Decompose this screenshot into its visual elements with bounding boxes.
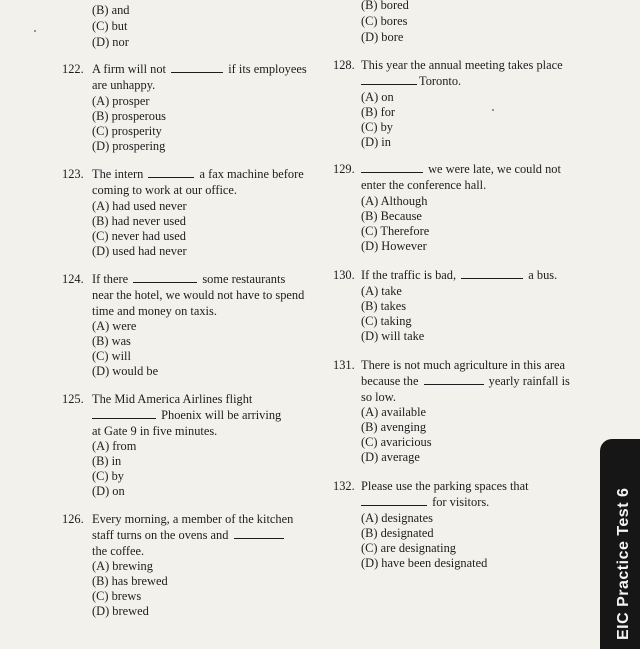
option-b: (B) Because [361, 209, 422, 223]
scan-speck [34, 30, 36, 32]
option-d: (D) brewed [92, 604, 149, 618]
option-c: (C) will [92, 349, 131, 363]
option-c: (C) by [361, 120, 394, 134]
option-d: (D) on [92, 484, 125, 498]
question-stem-line-1: Every morning, a member of the kitchen [92, 512, 294, 526]
option-c: (C) bores [361, 14, 408, 28]
section-tab-label: EIC Practice Test 6 [615, 487, 632, 640]
question-number: 123. [62, 167, 84, 181]
question-stem-line-2: Toronto. [361, 74, 461, 89]
question-stem-line-2: coming to work at our office. [92, 183, 237, 197]
option-d: (D) have been designated [361, 556, 488, 570]
option-c: (C) prosperity [92, 124, 162, 138]
question-stem-line-1: If the traffic is bad, a bus. [361, 268, 558, 282]
question-stem-line-1: There is not much agriculture in this area [361, 358, 566, 372]
option-b: (B) avenging [361, 420, 427, 434]
option-d: (D) However [361, 239, 427, 253]
question-number: 129. [333, 162, 355, 176]
option-a: (A) on [361, 90, 394, 104]
option-a: (A) designates [361, 511, 433, 525]
question-number: 124. [62, 272, 84, 286]
option-a: (A) were [92, 319, 137, 333]
question-stem-line-2: because the yearly rainfall is [361, 374, 570, 388]
option-c: (C) by [92, 469, 125, 483]
option-b: (B) has brewed [92, 574, 168, 588]
option-a: (A) available [361, 405, 427, 419]
question-stem-line-2: enter the conference hall. [361, 178, 487, 192]
question-stem-line-1: If there some restaurants [92, 272, 286, 286]
answer-blank [461, 268, 523, 279]
answer-blank [361, 74, 417, 85]
option-d: (D) bore [361, 30, 404, 44]
answer-blank [92, 408, 156, 419]
answer-blank [361, 495, 427, 506]
option-c: (C) taking [361, 314, 412, 328]
answer-blank [424, 374, 484, 385]
option-b: (B) and [92, 3, 130, 17]
answer-blank [171, 62, 223, 73]
question-stem-line-1: This year the annual meeting takes place [361, 58, 563, 72]
option-b: (B) bored [361, 0, 409, 12]
question-stem-line-2: for visitors. [361, 495, 489, 510]
option-a: (A) prosper [92, 94, 150, 108]
question-number: 128. [333, 58, 355, 72]
option-d: (D) average [361, 450, 420, 464]
question-stem-line-1: Please use the parking spaces that [361, 479, 529, 493]
option-b: (B) in [92, 454, 122, 468]
question-number: 131. [333, 358, 355, 372]
option-d: (D) prospering [92, 139, 166, 153]
question-number: 130. [333, 268, 355, 282]
question-number: 132. [333, 479, 355, 493]
option-a: (A) from [92, 439, 137, 453]
option-c: (C) but [92, 19, 128, 33]
question-stem-line-1: we were late, we could not [361, 162, 561, 177]
answer-blank [361, 162, 423, 173]
question-stem-line-2: near the hotel, we would not have to spend [92, 288, 305, 302]
option-d: (D) used had never [92, 244, 187, 258]
option-b: (B) had never used [92, 214, 186, 228]
option-a: (A) Although [361, 194, 428, 208]
question-stem-line-3: the coffee. [92, 544, 145, 558]
question-stem-line-1: The intern a fax machine before [92, 167, 304, 181]
option-a: (A) brewing [92, 559, 153, 573]
option-b: (B) prosperous [92, 109, 166, 123]
option-d: (D) nor [92, 35, 129, 49]
option-c: (C) brews [92, 589, 142, 603]
option-d: (D) would be [92, 364, 159, 378]
option-c: (C) avaricious [361, 435, 432, 449]
answer-blank [148, 167, 194, 178]
question-stem-line-3: time and money on taxis. [92, 304, 217, 318]
option-c: (C) Therefore [361, 224, 430, 238]
option-b: (B) takes [361, 299, 407, 313]
question-number: 122. [62, 62, 84, 76]
scan-speck [492, 109, 494, 111]
option-c: (C) are designating [361, 541, 456, 555]
question-stem-line-2: staff turns on the ovens and [92, 528, 286, 543]
question-stem-line-2: are unhappy. [92, 78, 156, 92]
question-number: 126. [62, 512, 84, 526]
option-a: (A) had used never [92, 199, 187, 213]
answer-blank [234, 528, 284, 539]
option-b: (B) for [361, 105, 396, 119]
option-b: (B) was [92, 334, 131, 348]
question-stem-line-3: at Gate 9 in five minutes. [92, 424, 218, 438]
question-stem-line-1: The Mid America Airlines flight [92, 392, 253, 406]
option-c: (C) never had used [92, 229, 186, 243]
option-d: (D) in [361, 135, 391, 149]
question-stem-line-3: so low. [361, 390, 396, 404]
question-stem-line-1: A firm will not if its employees [92, 62, 307, 76]
question-number: 125. [62, 392, 84, 406]
option-a: (A) take [361, 284, 402, 298]
question-stem-line-2: Phoenix will be arriving [92, 408, 281, 423]
option-b: (B) designated [361, 526, 434, 540]
option-d: (D) will take [361, 329, 425, 343]
answer-blank [133, 272, 197, 283]
